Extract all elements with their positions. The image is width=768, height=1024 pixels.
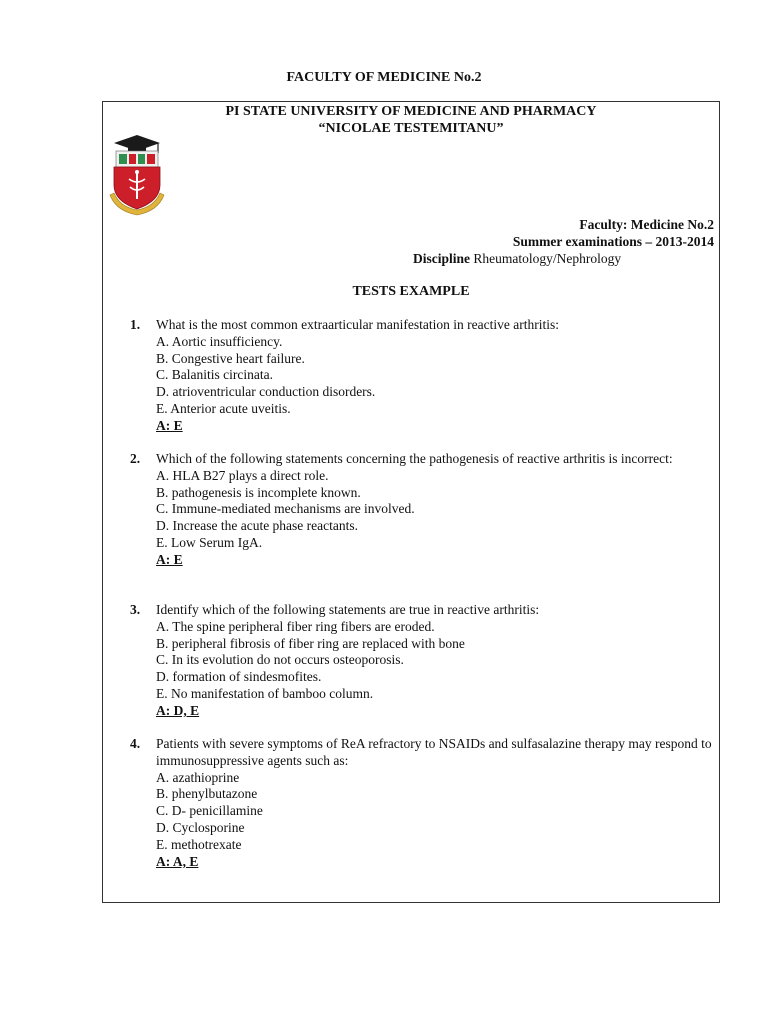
- answer: A: E: [156, 551, 183, 567]
- option-a: A. HLA B27 plays a direct role.: [156, 467, 329, 483]
- exam-session: Summer examinations – 2013-2014: [512, 234, 714, 249]
- question-number: 2.: [130, 451, 141, 466]
- option-d: D. Cyclosporine: [156, 819, 245, 835]
- question-3: [130, 602, 726, 720]
- faculty-value: Medicine No.2: [630, 217, 714, 232]
- option-b: B. pathogenesis is incomplete known.: [156, 484, 361, 500]
- option-b: B. Congestive heart failure.: [156, 350, 305, 366]
- faculty-line: [513, 216, 714, 233]
- university-line-1: PI STATE UNIVERSITY OF MEDICINE AND PHARMACY: [225, 104, 597, 119]
- option-c: C. Balanitis circinata.: [156, 367, 273, 383]
- option-a: A. Aortic insufficiency.: [156, 333, 283, 349]
- question-number: 1.: [130, 317, 141, 332]
- option-a: A. The spine peripheral fiber ring fibers are eroded.: [156, 618, 435, 634]
- option-c: C. D- penicillamine: [156, 803, 263, 819]
- option-c: C. In its evolution do not occurs osteoporosis.: [156, 652, 404, 668]
- option-a: A. azathioprine: [156, 769, 240, 785]
- university-title: [102, 103, 720, 137]
- option-e: E. No manifestation of bamboo column.: [156, 685, 374, 701]
- tests-title: TESTS EXAMPLE: [352, 284, 470, 299]
- university-line-2: “NICOLAE TESTEMITANU”: [318, 121, 504, 136]
- option-d: D. Increase the acute phase reactants.: [156, 518, 359, 534]
- option-d: D. atrioventricular conduction disorders.: [156, 384, 376, 400]
- option-b: B. phenylbutazone: [156, 786, 258, 802]
- option-e: E. Anterior acute uveitis.: [156, 400, 291, 416]
- question-1: [130, 317, 726, 435]
- question-2: [130, 451, 726, 569]
- option-b: B. peripheral fibrosis of fiber ring are replaced with bone: [156, 635, 465, 651]
- discipline-line: [413, 250, 621, 267]
- faculty-info: [513, 216, 714, 250]
- university-crest-icon: [108, 133, 166, 217]
- question-text: Which of the following statements concerning the pathogenesis of reactive arthritis is incorrect:: [156, 451, 673, 466]
- question-number: 4.: [130, 736, 141, 751]
- option-e: E. Low Serum IgA.: [156, 534, 263, 550]
- question-number: 3.: [130, 602, 141, 617]
- discipline-label: Discipline: [413, 251, 471, 266]
- option-e: E. methotrexate: [156, 836, 242, 852]
- faculty-heading: FACULTY OF MEDICINE No.2: [286, 70, 482, 85]
- question-text: Identify which of the following statements are true in reactive arthritis:: [156, 602, 540, 617]
- option-c: C. Immune-mediated mechanisms are involved.: [156, 501, 415, 517]
- answer: A: A, E: [156, 853, 199, 869]
- answer: A: E: [156, 417, 183, 433]
- question-text: Patients with severe symptoms of ReA refractory to NSAIDs and sulfasalazine therapy may respond to immunosuppressive agents such as:: [156, 736, 712, 768]
- option-d: D. formation of sindesmofites.: [156, 669, 322, 685]
- faculty-label: Faculty:: [579, 217, 628, 232]
- question-4: [130, 736, 726, 870]
- discipline-value: Rheumatology/Nephrology: [473, 251, 622, 266]
- answer: A: D, E: [156, 702, 200, 718]
- question-text: What is the most common extraarticular manifestation in reactive arthritis:: [156, 317, 559, 332]
